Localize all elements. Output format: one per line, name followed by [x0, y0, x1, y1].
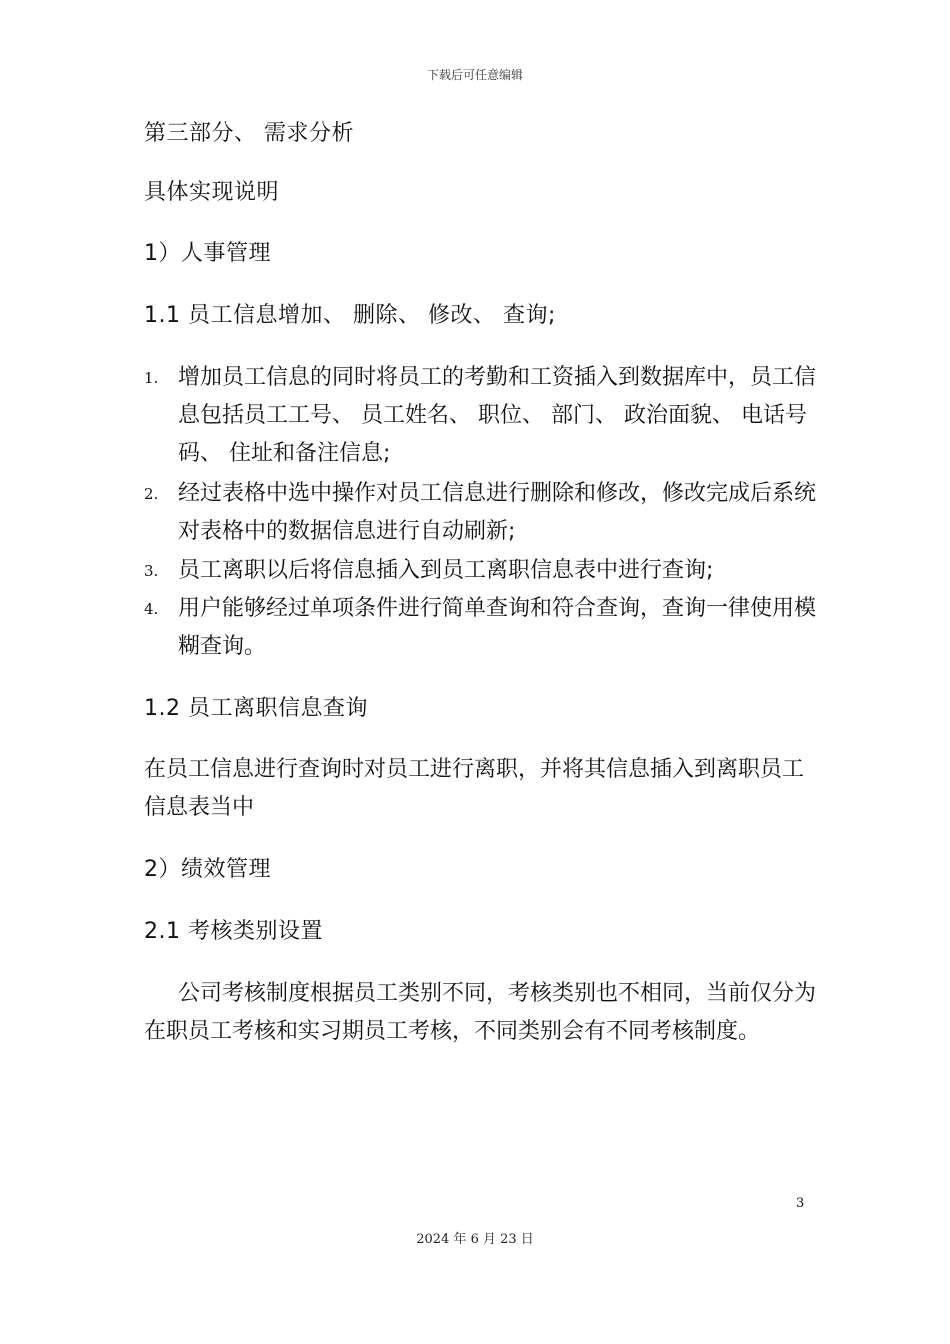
section-title: 具体实现说明 — [144, 180, 280, 205]
assessment-category-paragraph: 公司考核制度根据员工类别不同，考核类别也不相同，当前仅分为在职员工考核和实习期员工考核，不同类别会有不同考核制度。 — [144, 981, 817, 1044]
heading-employee-info-crud: 1.1 员工信息增加、 删除、 修改、 查询; — [144, 303, 556, 328]
list-item — [144, 475, 824, 551]
heading-resigned-employee-query: 1.2 员工离职信息查询 — [144, 696, 368, 721]
resigned-query-paragraph: 在员工信息进行查询时对员工进行离职，并将其信息插入到离职员工信息表当中 — [144, 757, 805, 820]
list-text: 增加员工信息的同时将员工的考勤和工资插入到数据库中，员工信息包括员工工号、 员工姓名、 职位、 部门、 政治面貌、 电话号码、 住址和备注信息; — [178, 365, 817, 466]
list-text: 员工离职以后将信息插入到员工离职信息表中进行查询; — [178, 558, 714, 583]
header-note: 下载后可任意编辑 — [426, 68, 523, 82]
list-item — [144, 590, 824, 666]
heading-hr-management: 1）人事管理 — [144, 241, 271, 266]
list-number: 2. — [144, 485, 159, 503]
part-title: 第三部分、 需求分析 — [144, 121, 354, 146]
heading-performance-management: 2）绩效管理 — [144, 857, 271, 882]
footer-date: 2024 年 6 月 23 日 — [416, 1232, 534, 1247]
list-number: 4. — [144, 600, 159, 618]
list-text: 用户能够经过单项条件进行简单查询和符合查询，查询一律使用模糊查询。 — [178, 596, 817, 659]
list-item — [144, 552, 824, 590]
page-number: 3 — [796, 1196, 805, 1211]
list-number: 1. — [144, 369, 159, 387]
list-item — [144, 359, 824, 473]
heading-assessment-category-setup: 2.1 考核类别设置 — [144, 919, 323, 944]
list-text: 经过表格中选中操作对员工信息进行删除和修改，修改完成后系统对表格中的数据信息进行自动刷新; — [178, 481, 817, 544]
list-number: 3. — [144, 562, 159, 580]
